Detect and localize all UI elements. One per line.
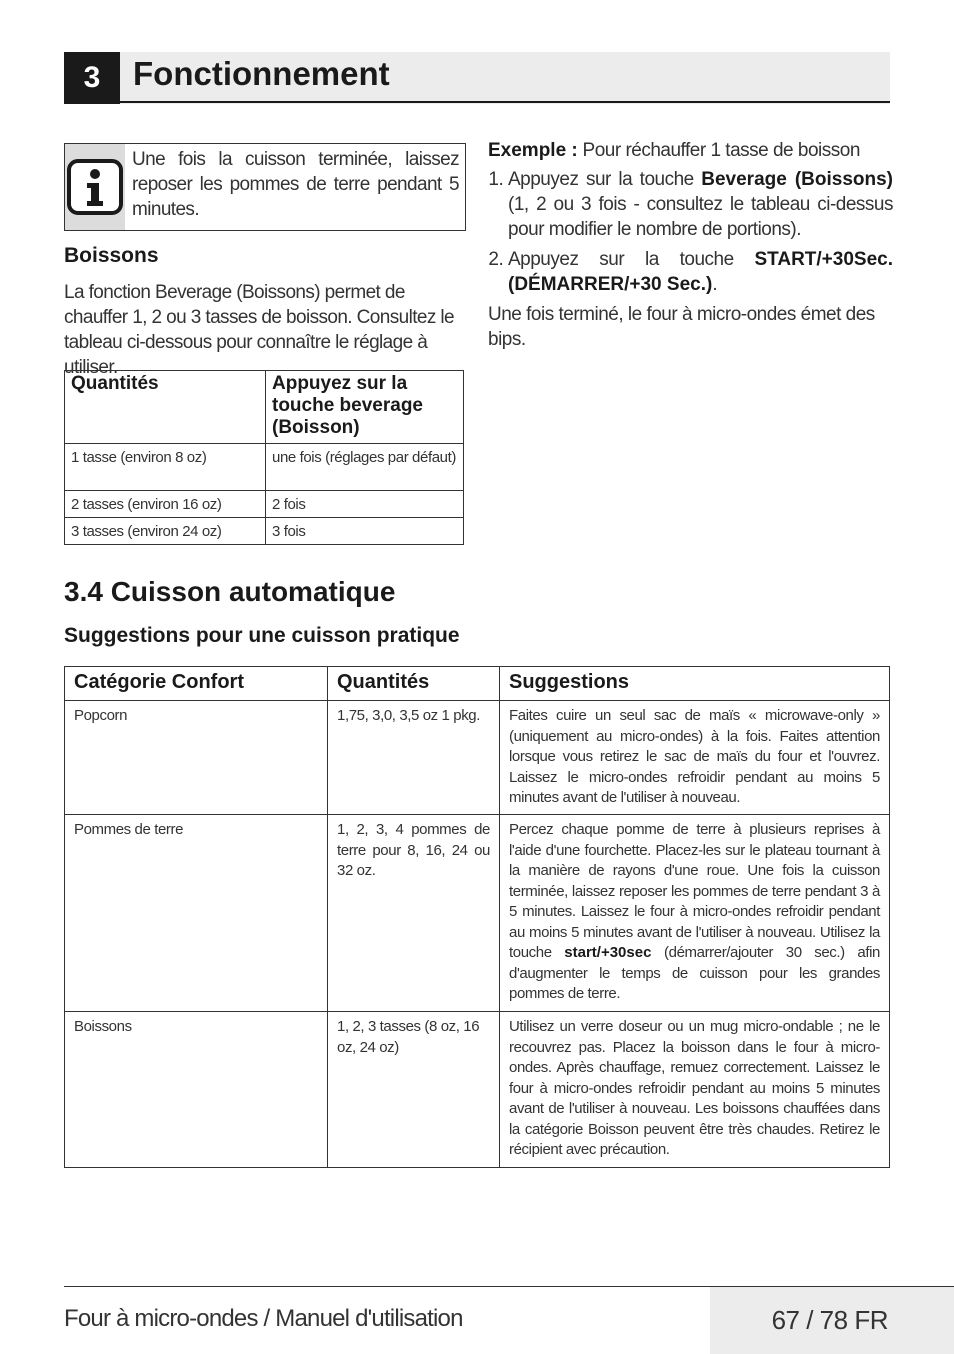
boissons-paragraph: La fonction Beverage (Boissons) permet de chauffer 1, 2 ou 3 tasses de boisson. Consultez le tableau ci-dessous pour connaître le réglage à utiliser. (64, 282, 455, 378)
table-header-row (65, 371, 464, 444)
example-intro (488, 138, 893, 163)
step-key: Beverage (Boissons) (701, 169, 893, 190)
step-text: (1, 2 ou 3 fois - consultez le tableau ci-dessus pour modifier le nombre de portions). (508, 194, 893, 240)
suggestions-table (64, 666, 890, 1168)
section-heading: 3.4 Cuisson automatique (64, 576, 396, 607)
example-intro-text: Pour réchauffer 1 tasse de boisson (582, 140, 860, 161)
table-header: Suggestions (500, 667, 890, 701)
chapter-underline (120, 101, 890, 103)
table-cell (500, 815, 890, 1012)
example-steps (488, 167, 893, 297)
chapter-title: Fonctionnement (133, 55, 390, 92)
cell-text: (démarrer/ajouter 30 sec.) afin d'augmenter le temps de cuisson pour les grandes pommes de terre. (509, 944, 880, 1002)
table-row (65, 1012, 890, 1168)
cell-text: Percez chaque pomme de terre à plusieurs reprises à l'aide d'une fourchette. Placez-les sur le plateau tournant à la manière de rayons d'une roue. Une fois la cuisson terminée, laissez reposer les pommes de terre pendant 3 à 5 minutes. Laissez le four à micro-ondes refroidir pendant au moins 5 minutes avant de l'utiliser à nouveau. Utilisez la touche (509, 821, 880, 961)
table-cell: une fois (réglages par défaut) (266, 444, 464, 491)
example-block (488, 138, 893, 352)
table-cell: Popcorn (65, 701, 328, 815)
info-icon-cell (65, 144, 125, 230)
table-row (65, 701, 890, 815)
table-row (65, 491, 464, 518)
table-header: Quantités (328, 667, 500, 701)
table-header: Appuyez sur la touche beverage (Boisson) (266, 371, 464, 444)
table-cell: 3 tasses (environ 24 oz) (65, 518, 266, 545)
table-header: Quantités (65, 371, 266, 444)
cell-key: start/+30sec (564, 944, 652, 961)
boissons-heading: Boissons (64, 244, 159, 267)
table-cell: 2 tasses (environ 16 oz) (65, 491, 266, 518)
step-key: START/+30Sec. (DÉMARRER/+30 Sec.) (508, 249, 893, 295)
table-cell: Pommes de terre (65, 815, 328, 1012)
table-cell: Boissons (65, 1012, 328, 1168)
page-number: 67 / 78 FR (771, 1305, 888, 1335)
table-cell: Faites cuire un seul sac de maïs « microwave-only » (uniquement au micro-ondes) à la fois. Faites attention lorsque vous retirez le sac de maïs du four et l'ouvrez. Laissez le micro-ondes refroidir pendant au moins 5 minutes avant de l'utiliser à nouveau. (500, 701, 890, 815)
beverage-table (64, 370, 464, 545)
table-row (65, 815, 890, 1012)
table-cell: Utilisez un verre doseur ou un mug micro-ondable ; ne le recouvrez pas. Placez la boisson dans le four à micro-ondes. Après chauffage, remuez correctement. Laissez le four à micro-ondes refroidir pendant au moins 5 minutes avant de l'utiliser à nouveau. Les boissons chauffées dans la catégorie Boisson peuvent être très chaudes. Retirez le récipient avec précaution. (500, 1012, 890, 1168)
example-label: Exemple : (488, 140, 578, 161)
table-cell: 1, 2, 3 tasses (8 oz, 16 oz, 24 oz) (328, 1012, 500, 1168)
step-text: . (712, 274, 718, 295)
example-outro: Une fois terminé, le four à micro-ondes émet des bips. (488, 304, 875, 350)
info-icon (65, 157, 125, 217)
chapter-number: 3 (64, 52, 120, 104)
list-item (508, 167, 893, 242)
table-row (65, 444, 464, 491)
info-note (64, 143, 466, 231)
table-header-row (65, 667, 890, 701)
info-note-text: Une fois la cuisson terminée, laissez reposer les pommes de terre pendant 5 minutes. (132, 149, 459, 220)
table-cell: 3 fois (266, 518, 464, 545)
table-cell: 1,75, 3,0, 3,5 oz 1 pkg. (328, 701, 500, 815)
list-item (508, 247, 893, 297)
section-subheading: Suggestions pour une cuisson pratique (64, 624, 460, 647)
table-row (65, 518, 464, 545)
step-text: Appuyez sur la touche (508, 169, 694, 190)
table-cell: 1, 2, 3, 4 pommes de terre pour 8, 16, 24 ou 32 oz. (328, 815, 500, 1012)
step-text: Appuyez sur la touche (508, 249, 734, 270)
table-cell: 2 fois (266, 491, 464, 518)
footer-title: Four à micro-ondes / Manuel d'utilisation (64, 1305, 463, 1332)
table-header: Catégorie Confort (65, 667, 328, 701)
table-cell: 1 tasse (environ 8 oz) (65, 444, 266, 491)
